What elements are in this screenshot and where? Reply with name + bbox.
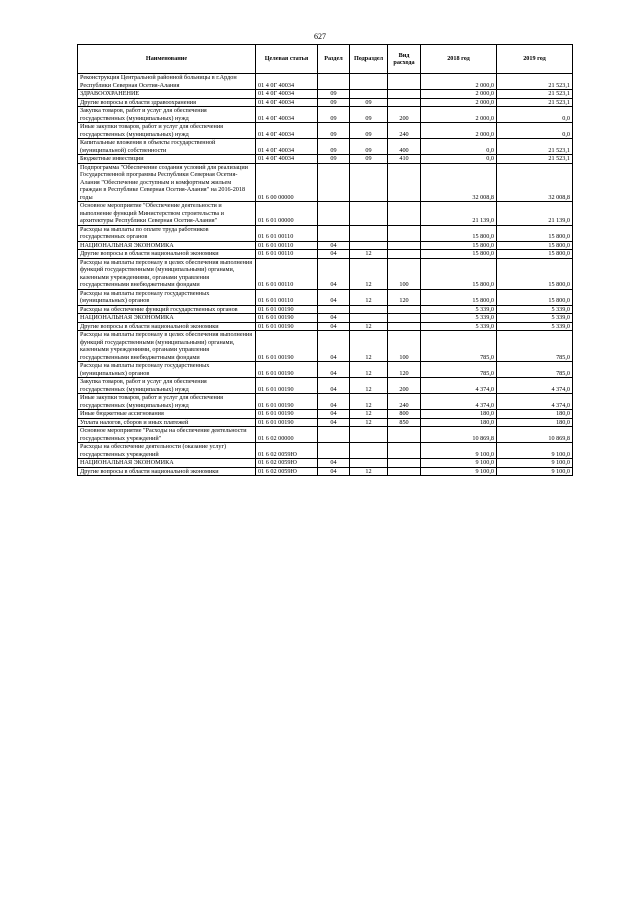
- cell-type: [388, 163, 421, 202]
- cell-type: [388, 467, 421, 476]
- table-row: [78, 418, 573, 427]
- cell-value-2019: 4 374,0: [497, 378, 573, 394]
- table-row: [78, 202, 573, 226]
- cell-subsection: 09: [350, 123, 388, 139]
- cell-value-2019: 180,0: [497, 418, 573, 427]
- cell-type: 100: [388, 258, 421, 289]
- cell-value-2019: 9 100,0: [497, 467, 573, 476]
- cell-value-2019: 9 100,0: [497, 443, 573, 459]
- cell-value-2018: 785,0: [421, 362, 497, 378]
- cell-section: 04: [318, 378, 350, 394]
- cell-subsection: 12: [350, 362, 388, 378]
- cell-section: 04: [318, 331, 350, 362]
- cell-name: Подпрограмма "Обеспечение создания условий для реализации Государственной программы Республики Северная Осетия-Алания "Обеспечение доступным и комфортным жильем граждан в Республике Северная Осетия-Алания" на 2016-2018 годы: [78, 163, 256, 202]
- cell-value-2018: 9 100,0: [421, 467, 497, 476]
- cell-name: Иные бюджетные ассигнования: [78, 410, 256, 419]
- cell-type: [388, 443, 421, 459]
- cell-value-2019: 15 800,0: [497, 289, 573, 305]
- table-row: [78, 98, 573, 107]
- cell-type: 400: [388, 139, 421, 155]
- table-row: [78, 241, 573, 250]
- cell-subsection: 12: [350, 378, 388, 394]
- cell-type: 200: [388, 107, 421, 123]
- cell-subsection: 09: [350, 98, 388, 107]
- cell-code: 01 6 01 00110: [256, 289, 318, 305]
- cell-value-2018: 9 100,0: [421, 459, 497, 468]
- cell-value-2019: 0,0: [497, 123, 573, 139]
- cell-section: 09: [318, 107, 350, 123]
- cell-type: [388, 241, 421, 250]
- cell-value-2018: 15 800,0: [421, 241, 497, 250]
- cell-type: [388, 90, 421, 99]
- cell-name: Иные закупки товаров, работ и услуг для обеспечения государственных (муниципальных) нужд: [78, 394, 256, 410]
- cell-type: 240: [388, 123, 421, 139]
- table-row: [78, 378, 573, 394]
- cell-section: 04: [318, 394, 350, 410]
- table-row: [78, 250, 573, 259]
- cell-subsection: 09: [350, 139, 388, 155]
- cell-type: 120: [388, 362, 421, 378]
- table-row: [78, 305, 573, 314]
- table-row: [78, 427, 573, 443]
- cell-section: [318, 225, 350, 241]
- cell-code: 01 6 01 00190: [256, 362, 318, 378]
- cell-value-2018: 2 000,0: [421, 98, 497, 107]
- cell-code: 01 6 01 00190: [256, 331, 318, 362]
- cell-type: [388, 305, 421, 314]
- table-row: [78, 459, 573, 468]
- cell-value-2019: 21 523,1: [497, 139, 573, 155]
- table-row: [78, 467, 573, 476]
- cell-code: 01 6 00 00000: [256, 163, 318, 202]
- cell-subsection: [350, 314, 388, 323]
- cell-code: 01 4 0Г 40034: [256, 155, 318, 164]
- table-row: [78, 289, 573, 305]
- cell-name: Основное мероприятие "Обеспечение деятельности и выполнение функций Министерством строительства и архитектуры Республики Северная Осетия-Алания": [78, 202, 256, 226]
- cell-value-2019: 21 139,0: [497, 202, 573, 226]
- cell-name: Закупка товаров, работ и услуг для обеспечения государственных (муниципальных) нужд: [78, 107, 256, 123]
- cell-code: 01 6 01 00000: [256, 202, 318, 226]
- cell-section: 04: [318, 459, 350, 468]
- cell-subsection: 09: [350, 155, 388, 164]
- cell-subsection: [350, 305, 388, 314]
- table-row: [78, 155, 573, 164]
- table-row: [78, 410, 573, 419]
- cell-subsection: [350, 90, 388, 99]
- cell-subsection: 12: [350, 250, 388, 259]
- cell-name: Расходы на выплаты персоналу государственных (муниципальных) органов: [78, 362, 256, 378]
- table-row: [78, 74, 573, 90]
- cell-code: 01 4 0Г 40034: [256, 98, 318, 107]
- cell-value-2019: 21 523,1: [497, 74, 573, 90]
- cell-code: 01 6 01 00110: [256, 241, 318, 250]
- cell-subsection: [350, 163, 388, 202]
- cell-type: [388, 314, 421, 323]
- cell-section: 09: [318, 123, 350, 139]
- cell-name: Расходы на выплаты по оплате труда работников государственных органов: [78, 225, 256, 241]
- cell-type: 120: [388, 289, 421, 305]
- table-row: [78, 314, 573, 323]
- cell-value-2018: 15 800,0: [421, 250, 497, 259]
- cell-value-2018: 2 000,0: [421, 107, 497, 123]
- cell-value-2018: 15 800,0: [421, 289, 497, 305]
- cell-section: [318, 305, 350, 314]
- cell-value-2019: 5 339,0: [497, 305, 573, 314]
- cell-type: [388, 202, 421, 226]
- table-row: [78, 123, 573, 139]
- cell-section: [318, 427, 350, 443]
- cell-type: [388, 322, 421, 331]
- cell-name: Другие вопросы в области национальной экономики: [78, 322, 256, 331]
- cell-value-2018: 9 100,0: [421, 443, 497, 459]
- cell-type: [388, 74, 421, 90]
- table-row: [78, 139, 573, 155]
- cell-name: Реконструкция Центральной районной больницы в г.Ардон Республики Северная Осетия-Алания: [78, 74, 256, 90]
- table-row: [78, 394, 573, 410]
- cell-value-2019: 785,0: [497, 362, 573, 378]
- cell-code: 01 6 01 00190: [256, 378, 318, 394]
- cell-name: Закупка товаров, работ и услуг для обеспечения государственных (муниципальных) нужд: [78, 378, 256, 394]
- cell-value-2019: 785,0: [497, 331, 573, 362]
- cell-section: 04: [318, 258, 350, 289]
- cell-name: Другие вопросы в области национальной экономики: [78, 467, 256, 476]
- cell-value-2019: 0,0: [497, 107, 573, 123]
- cell-value-2019: 21 523,1: [497, 98, 573, 107]
- cell-section: 09: [318, 155, 350, 164]
- cell-value-2018: 32 008,8: [421, 163, 497, 202]
- cell-value-2019: 21 523,1: [497, 90, 573, 99]
- cell-subsection: 12: [350, 418, 388, 427]
- table-row: [78, 322, 573, 331]
- col-header-type: Вид расхода: [388, 45, 421, 74]
- col-header-2019: 2019 год: [497, 45, 573, 74]
- cell-value-2018: 2 000,0: [421, 123, 497, 139]
- cell-name: Другие вопросы в области национальной экономики: [78, 250, 256, 259]
- cell-value-2018: 0,0: [421, 139, 497, 155]
- cell-value-2019: 5 339,0: [497, 314, 573, 323]
- cell-value-2019: 32 008,8: [497, 163, 573, 202]
- cell-code: 01 4 0Г 40034: [256, 107, 318, 123]
- cell-code: 01 4 0Г 40034: [256, 74, 318, 90]
- cell-subsection: [350, 459, 388, 468]
- cell-value-2018: 180,0: [421, 410, 497, 419]
- cell-code: 01 6 01 00190: [256, 418, 318, 427]
- cell-subsection: 12: [350, 258, 388, 289]
- cell-value-2019: 4 374,0: [497, 394, 573, 410]
- cell-value-2018: 180,0: [421, 418, 497, 427]
- cell-section: 04: [318, 418, 350, 427]
- cell-value-2018: 21 139,0: [421, 202, 497, 226]
- col-header-name: Наименование: [78, 45, 256, 74]
- cell-name: Расходы на обеспечение функций государственных органов: [78, 305, 256, 314]
- page-number: 627: [314, 32, 326, 41]
- cell-subsection: 12: [350, 394, 388, 410]
- cell-section: 09: [318, 139, 350, 155]
- cell-subsection: 12: [350, 289, 388, 305]
- cell-type: 410: [388, 155, 421, 164]
- cell-value-2018: 15 800,0: [421, 258, 497, 289]
- cell-value-2018: 10 869,8: [421, 427, 497, 443]
- table-row: [78, 362, 573, 378]
- cell-value-2019: 15 800,0: [497, 250, 573, 259]
- table-row: [78, 225, 573, 241]
- cell-value-2018: 4 374,0: [421, 378, 497, 394]
- cell-value-2018: 15 800,0: [421, 225, 497, 241]
- cell-name: Другие вопросы в области здравоохранения: [78, 98, 256, 107]
- cell-code: 01 4 0Г 40034: [256, 123, 318, 139]
- cell-section: [318, 163, 350, 202]
- cell-name: Капитальные вложения в объекты государственной (муниципальной) собственности: [78, 139, 256, 155]
- cell-name: Расходы на выплаты персоналу в целях обеспечения выполнения функций государственными (муниципальными) органами, казенными учреждениями, органами управления государственными внебюджетными фондами: [78, 331, 256, 362]
- cell-section: 04: [318, 322, 350, 331]
- col-header-2018: 2018 год: [421, 45, 497, 74]
- cell-section: 09: [318, 98, 350, 107]
- cell-value-2018: 5 339,0: [421, 305, 497, 314]
- table-row: [78, 331, 573, 362]
- cell-code: 01 6 01 00110: [256, 258, 318, 289]
- cell-subsection: [350, 427, 388, 443]
- cell-name: Основное мероприятие "Расходы на обеспечение деятельности государственных учреждений": [78, 427, 256, 443]
- cell-value-2019: 21 523,1: [497, 155, 573, 164]
- cell-code: 01 6 01 00190: [256, 322, 318, 331]
- cell-name: НАЦИОНАЛЬНАЯ ЭКОНОМИКА: [78, 241, 256, 250]
- cell-subsection: 12: [350, 467, 388, 476]
- cell-type: 100: [388, 331, 421, 362]
- cell-code: 01 6 01 00190: [256, 314, 318, 323]
- cell-code: 01 6 02 0059Ю: [256, 467, 318, 476]
- cell-code: 01 6 02 0059Ю: [256, 443, 318, 459]
- cell-value-2018: 5 339,0: [421, 322, 497, 331]
- cell-section: 04: [318, 289, 350, 305]
- cell-section: [318, 443, 350, 459]
- cell-name: Расходы на выплаты персоналу государственных (муниципальных) органов: [78, 289, 256, 305]
- cell-section: 09: [318, 90, 350, 99]
- table-row: [78, 443, 573, 459]
- col-header-section: Раздел: [318, 45, 350, 74]
- cell-name: Иные закупки товаров, работ и услуг для обеспечения государственных (муниципальных) нужд: [78, 123, 256, 139]
- cell-section: 04: [318, 250, 350, 259]
- cell-value-2018: 2 000,0: [421, 74, 497, 90]
- cell-subsection: [350, 241, 388, 250]
- cell-section: 04: [318, 467, 350, 476]
- cell-value-2019: 15 800,0: [497, 241, 573, 250]
- cell-value-2018: 4 374,0: [421, 394, 497, 410]
- table-row: [78, 90, 573, 99]
- cell-type: [388, 427, 421, 443]
- cell-code: 01 6 01 00190: [256, 394, 318, 410]
- table-row: [78, 107, 573, 123]
- cell-type: [388, 250, 421, 259]
- table-body: [78, 74, 573, 476]
- col-header-subsection: Подраздел: [350, 45, 388, 74]
- cell-subsection: [350, 443, 388, 459]
- cell-subsection: [350, 225, 388, 241]
- cell-section: [318, 74, 350, 90]
- cell-section: [318, 202, 350, 226]
- cell-section: 04: [318, 410, 350, 419]
- cell-value-2018: 2 000,0: [421, 90, 497, 99]
- cell-subsection: 12: [350, 331, 388, 362]
- cell-value-2019: 5 339,0: [497, 322, 573, 331]
- cell-value-2019: 9 100,0: [497, 459, 573, 468]
- cell-code: 01 4 0Г 40034: [256, 139, 318, 155]
- cell-type: 240: [388, 394, 421, 410]
- cell-value-2019: 15 800,0: [497, 225, 573, 241]
- cell-section: 04: [318, 241, 350, 250]
- cell-name: Расходы на выплаты персоналу в целях обеспечения выполнения функций государственными (муниципальными) органами, казенными учреждениями, органами управления государственными внебюджетными фондами: [78, 258, 256, 289]
- cell-name: НАЦИОНАЛЬНАЯ ЭКОНОМИКА: [78, 459, 256, 468]
- cell-name: НАЦИОНАЛЬНАЯ ЭКОНОМИКА: [78, 314, 256, 323]
- cell-subsection: 09: [350, 107, 388, 123]
- cell-type: 800: [388, 410, 421, 419]
- cell-type: [388, 225, 421, 241]
- cell-code: 01 4 0Г 40034: [256, 90, 318, 99]
- cell-code: 01 6 01 00190: [256, 305, 318, 314]
- cell-type: [388, 459, 421, 468]
- header-row: [78, 45, 573, 74]
- cell-code: 01 6 01 00110: [256, 250, 318, 259]
- cell-type: 850: [388, 418, 421, 427]
- cell-subsection: [350, 202, 388, 226]
- budget-table: [77, 44, 573, 476]
- cell-subsection: [350, 74, 388, 90]
- cell-name: Бюджетные инвестиции: [78, 155, 256, 164]
- cell-type: 200: [388, 378, 421, 394]
- cell-code: 01 6 02 00000: [256, 427, 318, 443]
- cell-code: 01 6 01 00110: [256, 225, 318, 241]
- cell-section: 04: [318, 314, 350, 323]
- cell-section: 04: [318, 362, 350, 378]
- col-header-code: Целевая статья: [256, 45, 318, 74]
- cell-value-2019: 180,0: [497, 410, 573, 419]
- cell-type: [388, 98, 421, 107]
- cell-code: 01 6 02 0059Ю: [256, 459, 318, 468]
- cell-name: ЗДРАВООХРАНЕНИЕ: [78, 90, 256, 99]
- cell-value-2019: 10 869,8: [497, 427, 573, 443]
- cell-value-2019: 15 800,0: [497, 258, 573, 289]
- cell-name: Расходы на обеспечение деятельности (оказание услуг) государственных учреждений: [78, 443, 256, 459]
- cell-subsection: 12: [350, 322, 388, 331]
- cell-value-2018: 785,0: [421, 331, 497, 362]
- cell-code: 01 6 01 00190: [256, 410, 318, 419]
- cell-subsection: 12: [350, 410, 388, 419]
- table-row: [78, 163, 573, 202]
- cell-value-2018: 5 339,0: [421, 314, 497, 323]
- table-row: [78, 258, 573, 289]
- cell-value-2018: 0,0: [421, 155, 497, 164]
- cell-name: Уплата налогов, сборов и иных платежей: [78, 418, 256, 427]
